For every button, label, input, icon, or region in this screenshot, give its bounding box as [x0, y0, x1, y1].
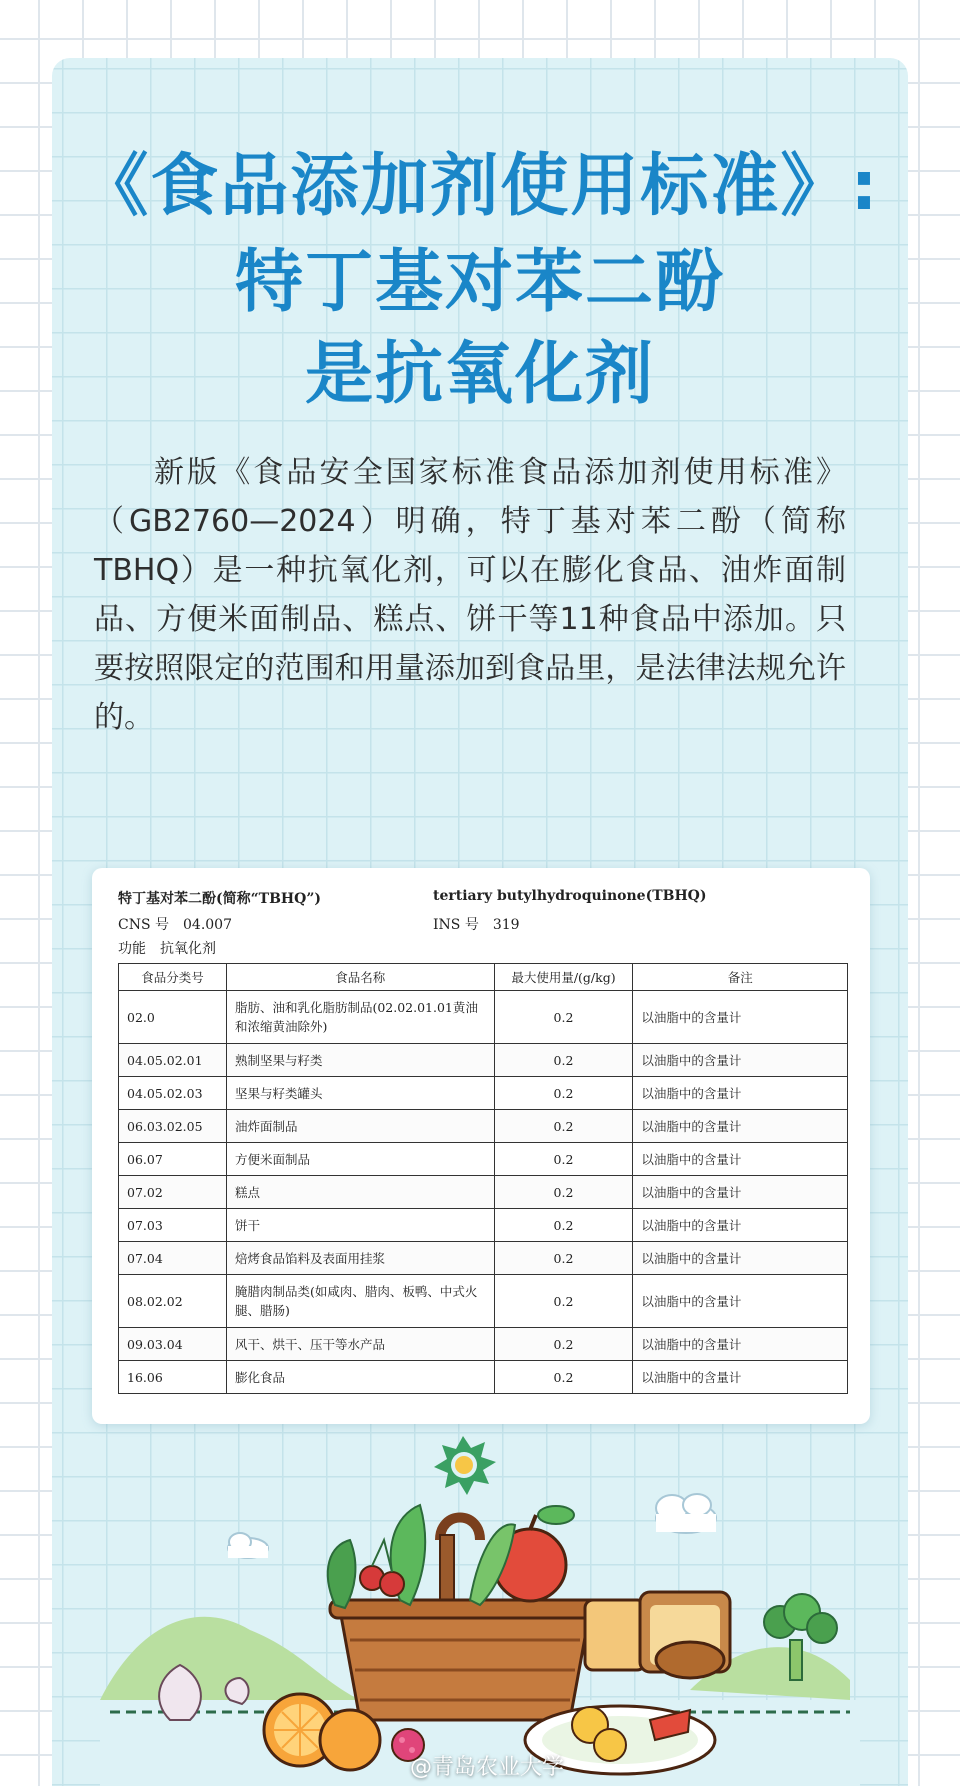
table-row: [119, 1044, 848, 1077]
function-label: 功能 抗氧化剂: [118, 941, 216, 957]
table-row: [119, 1242, 848, 1275]
cell-note: 以油脂中的含量计: [633, 1275, 848, 1328]
table-row: [119, 1275, 848, 1328]
intro-paragraph: 新版《食品安全国家标准食品添加剂使用标准》（GB2760—2024）明确，特丁基对苯二酚（简称TBHQ）是一种抗氧化剂，可以在膨化食品、油炸面制品、方便米面制品、糕点、饼干等11种食品中添加。只要按照限定的范围和用量添加到食品里，是法律法规允许的。: [94, 455, 846, 735]
cell-note: 以油脂中的含量计: [633, 1110, 848, 1143]
cell-name: 风干、烘干、压干等水产品: [226, 1328, 494, 1361]
additive-name-en: tertiary butylhydroquinone(TBHQ): [433, 888, 707, 904]
cell-max: 0.2: [494, 1044, 633, 1077]
cell-note: 以油脂中的含量计: [633, 1209, 848, 1242]
cell-code: 08.02.02: [119, 1275, 227, 1328]
table-row: [119, 1077, 848, 1110]
table-row: [119, 1328, 848, 1361]
cell-note: 以油脂中的含量计: [633, 991, 848, 1044]
cell-name: 熟制坚果与籽类: [226, 1044, 494, 1077]
cell-note: 以油脂中的含量计: [633, 1143, 848, 1176]
title-line-2: 特丁基对苯二酚: [234, 243, 725, 322]
cell-max: 0.2: [494, 1143, 633, 1176]
cell-name: 糕点: [226, 1176, 494, 1209]
cell-code: 04.05.02.01: [119, 1044, 227, 1077]
cell-max: 0.2: [494, 1176, 633, 1209]
cell-note: 以油脂中的含量计: [633, 1044, 848, 1077]
cell-max: 0.2: [494, 1209, 633, 1242]
cell-max: 0.2: [494, 1077, 633, 1110]
table-header-row: [119, 964, 848, 991]
col-header-name: 食品名称: [226, 964, 494, 991]
cell-code: 16.06: [119, 1361, 227, 1394]
cell-name: 脂肪、油和乳化脂肪制品(02.02.01.01黄油和浓缩黄油除外): [226, 991, 494, 1044]
cell-note: 以油脂中的含量计: [633, 1077, 848, 1110]
cell-code: 06.03.02.05: [119, 1110, 227, 1143]
cell-code: 02.0: [119, 991, 227, 1044]
col-header-max: 最大使用量/(g/kg): [494, 964, 633, 991]
bread-icon: [585, 1592, 730, 1678]
table-row: [119, 1110, 848, 1143]
cell-max: 0.2: [494, 1361, 633, 1394]
cloud-icon: [228, 1533, 268, 1558]
table-row: [119, 991, 848, 1044]
cell-name: 焙烤食品馅料及表面用挂浆: [226, 1242, 494, 1275]
cloud-icon: [656, 1494, 716, 1533]
cell-max: 0.2: [494, 1242, 633, 1275]
cell-code: 06.07: [119, 1143, 227, 1176]
cns-number: CNS 号 04.007: [118, 917, 232, 933]
leaves-icon: [328, 1505, 515, 1608]
watermark: @青岛农业大学: [410, 1755, 565, 1780]
cell-name: 油炸面制品: [226, 1110, 494, 1143]
sun-icon: [434, 1436, 496, 1495]
usage-table: [118, 963, 848, 1394]
cell-code: 04.05.02.03: [119, 1077, 227, 1110]
ins-number: INS 号 319: [433, 917, 520, 933]
food-basket-illustration: [0, 1430, 960, 1786]
table-row: [119, 1361, 848, 1394]
cell-name: 饼干: [226, 1209, 494, 1242]
cell-note: 以油脂中的含量计: [633, 1328, 848, 1361]
table-row: [119, 1209, 848, 1242]
cell-name: 方便米面制品: [226, 1143, 494, 1176]
cell-max: 0.2: [494, 1110, 633, 1143]
cell-code: 09.03.04: [119, 1328, 227, 1361]
title-line-3: 是抗氧化剂: [304, 335, 655, 414]
table-row: [119, 1176, 848, 1209]
cell-note: 以油脂中的含量计: [633, 1361, 848, 1394]
cell-code: 07.04: [119, 1242, 227, 1275]
cell-code: 07.03: [119, 1209, 227, 1242]
table-row: [119, 1143, 848, 1176]
additive-name-cn: 特丁基对苯二酚(简称“TBHQ”): [118, 891, 322, 907]
cell-note: 以油脂中的含量计: [633, 1176, 848, 1209]
cell-name: 坚果与籽类罐头: [226, 1077, 494, 1110]
cell-note: 以油脂中的含量计: [633, 1242, 848, 1275]
cell-name: 腌腊肉制品类(如咸肉、腊肉、板鸭、中式火腿、腊肠): [226, 1275, 494, 1328]
col-header-note: 备注: [633, 964, 848, 991]
cell-max: 0.2: [494, 1275, 633, 1328]
cell-code: 07.02: [119, 1176, 227, 1209]
cell-max: 0.2: [494, 991, 633, 1044]
col-header-code: 食品分类号: [119, 964, 227, 991]
title-line-1: 《食品添加剂使用标准》:: [80, 147, 880, 226]
cell-max: 0.2: [494, 1328, 633, 1361]
cell-name: 膨化食品: [226, 1361, 494, 1394]
